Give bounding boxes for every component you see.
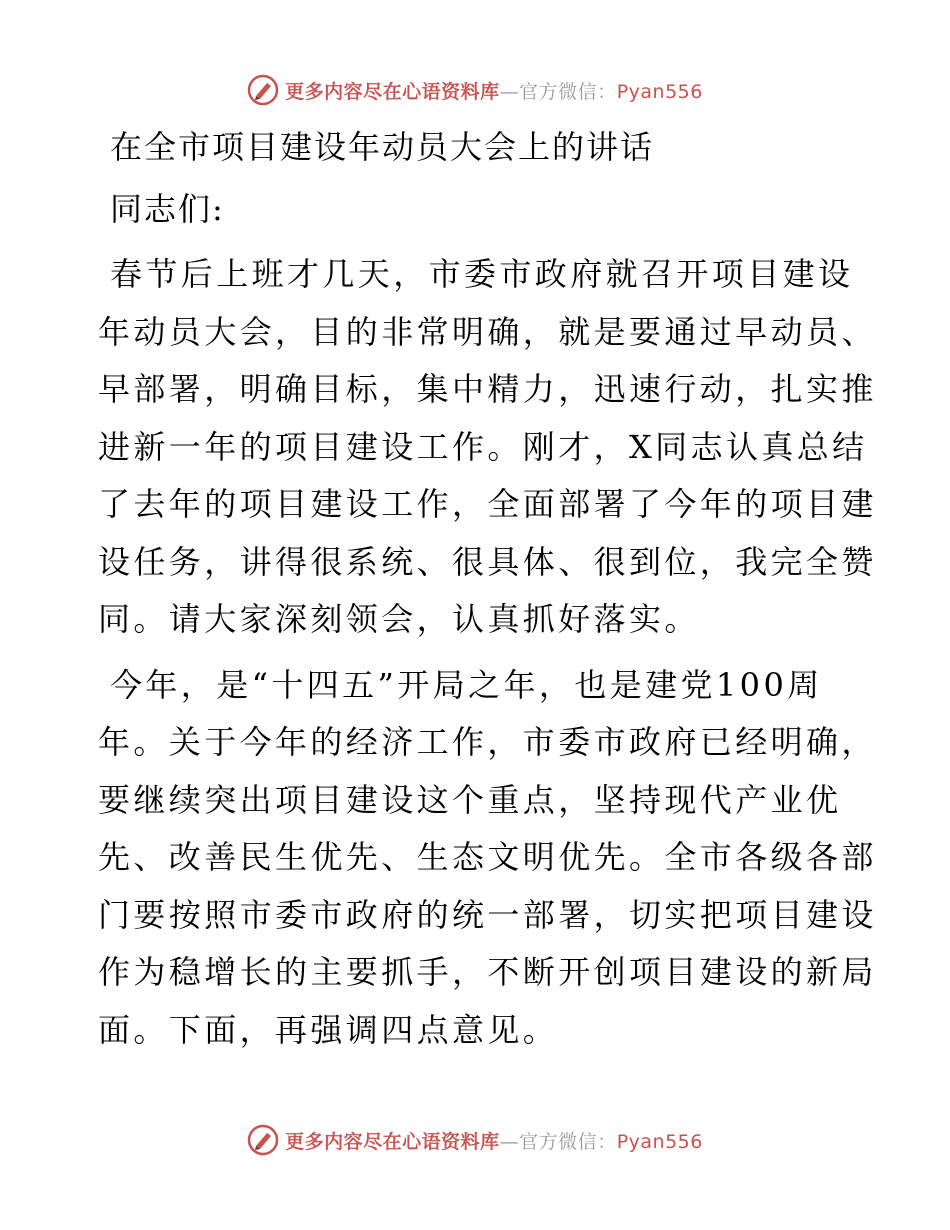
watermark-separator: — bbox=[499, 1130, 520, 1153]
pen-circle-logo-icon bbox=[247, 74, 279, 106]
watermark-text bbox=[285, 1127, 703, 1154]
watermark-text bbox=[285, 77, 703, 104]
paragraph-line: 年动员大会，目的非常明确，就是要通过早动员、 bbox=[98, 312, 877, 351]
pen-circle-logo-icon bbox=[247, 1124, 279, 1156]
paragraph-line: 设任务，讲得很系统、很具体、很到位，我完全赞 bbox=[98, 542, 877, 581]
watermark-banner-top bbox=[0, 70, 950, 110]
paragraph-2 bbox=[98, 657, 877, 1060]
watermark-separator: — bbox=[499, 80, 520, 103]
watermark-contact-label: 官方微信： bbox=[519, 80, 617, 103]
paragraph-line: 门要按照市委市政府的统一部署，切实把项目建设 bbox=[98, 895, 877, 934]
document-body bbox=[98, 118, 877, 1059]
paragraph-line: 面。下面，再强调四点意见。 bbox=[98, 1010, 559, 1049]
watermark-contact-id: Pyan556 bbox=[616, 1130, 703, 1153]
paragraph-line: 同。请大家深刻领会，认真抓好落实。 bbox=[98, 600, 700, 638]
paragraph-line: 作为稳增长的主要抓手，不断开创项目建设的新局 bbox=[98, 953, 877, 991]
document-salutation: 同志们: bbox=[110, 190, 225, 228]
document-title: 在全市项目建设年动员大会上的讲话 bbox=[110, 128, 655, 166]
paragraph-1 bbox=[98, 246, 877, 649]
paragraph-line: 进新一年的项目建设工作。刚才，X同志认真总结 bbox=[98, 427, 868, 466]
watermark-brand: 更多内容尽在心语资料库 bbox=[285, 80, 500, 103]
paragraph-line: 年。关于今年的经济工作，市委市政府已经明确， bbox=[98, 723, 877, 761]
paragraph-line: 今年，是“十四五”开局之年，也是建党100周 bbox=[110, 665, 823, 704]
watermark-contact-label: 官方微信： bbox=[519, 1130, 617, 1153]
paragraph-line: 春节后上班才几天，市委市政府就召开项目建设 bbox=[110, 255, 854, 293]
paragraph-line: 了去年的项目建设工作，全面部署了今年的项目建 bbox=[98, 485, 877, 523]
watermark-contact-id: Pyan556 bbox=[616, 80, 703, 103]
watermark-banner-bottom bbox=[0, 1120, 950, 1160]
paragraph-line: 要继续突出项目建设这个重点，坚持现代产业优 bbox=[98, 780, 842, 819]
paragraph-line: 先、改善民生优先、生态文明优先。全市各级各部 bbox=[98, 838, 877, 876]
watermark-brand: 更多内容尽在心语资料库 bbox=[285, 1130, 500, 1153]
paragraph-line: 早部署，明确目标，集中精力，迅速行动，扎实推 bbox=[98, 370, 877, 408]
